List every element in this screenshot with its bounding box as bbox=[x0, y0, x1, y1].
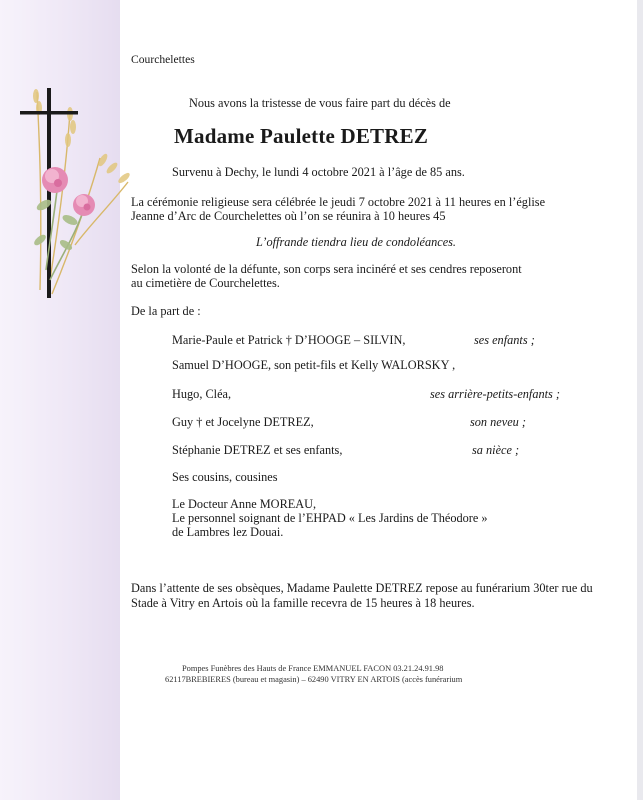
ceremony-line-2: Jeanne d’Arc de Courchelettes où l’on se réunira à 10 heures 45 bbox=[131, 209, 446, 223]
ceremony-line-1: La cérémonie religieuse sera célébrée le jeudi 7 octobre 2021 à 11 heures en l’église bbox=[131, 195, 546, 209]
list-item-relation: ses enfants ; bbox=[474, 333, 535, 347]
death-info: Survenu à Dechy, le lundi 4 octobre 2021 à l’âge de 85 ans. bbox=[172, 165, 465, 179]
care-line-3: de Lambres lez Douai. bbox=[172, 525, 284, 539]
care-line-1: Le Docteur Anne MOREAU, bbox=[172, 497, 317, 511]
from-label: De la part de : bbox=[131, 304, 201, 318]
list-item-names: Hugo, Cléa, bbox=[172, 387, 232, 401]
list-item-names: Ses cousins, cousines bbox=[172, 470, 278, 484]
wish-line-2: au cimetière de Courchelettes. bbox=[131, 276, 280, 290]
rose-icon bbox=[73, 194, 95, 216]
list-item-relation: son neveu ; bbox=[470, 415, 526, 429]
waiting-line-1: Dans l’attente de ses obsèques, Madame Paulette DETREZ repose au funérarium 30ter rue du bbox=[131, 581, 593, 595]
deceased-name: Madame Paulette DETREZ bbox=[174, 124, 429, 148]
list-item-names: Stéphanie DETREZ et ses enfants, bbox=[172, 443, 343, 457]
location-heading: Courchelettes bbox=[131, 53, 195, 66]
footer-line-1: Pompes Funèbres des Hauts de France EMMANUEL FACON 03.21.24.91.98 bbox=[182, 664, 444, 673]
wish-line-1: Selon la volonté de la défunte, son corps sera incinéré et ses cendres reposeront bbox=[131, 262, 522, 276]
care-line-2: Le personnel soignant de l’EHPAD « Les Jardins de Théodore » bbox=[172, 511, 488, 525]
list-item-relation: ses arrière-petits-enfants ; bbox=[430, 387, 561, 401]
list-item-relation: sa nièce ; bbox=[472, 443, 520, 457]
list-item-names: Samuel D’HOOGE, son petit-fils et Kelly WALORSKY , bbox=[172, 358, 456, 372]
list-item-names: Guy † et Jocelyne DETREZ, bbox=[172, 415, 314, 429]
footer-line-2: 62117BREBIERES (bureau et magasin) – 62490 VITRY EN ARTOIS (accès funérarium bbox=[165, 675, 463, 684]
waiting-line-2: Stade à Vitry en Artois où la famille recevra de 15 heures à 18 heures. bbox=[131, 596, 475, 610]
cross-with-roses-icon bbox=[0, 0, 140, 310]
rose-icon bbox=[42, 167, 68, 193]
list-item-names: Marie-Paule et Patrick † D’HOOGE – SILVIN, bbox=[172, 333, 406, 347]
offering-text: L’offrande tiendra lieu de condoléances. bbox=[256, 235, 457, 249]
page-edge bbox=[637, 0, 643, 800]
intro-text: Nous avons la tristesse de vous faire part du décès de bbox=[189, 96, 451, 110]
